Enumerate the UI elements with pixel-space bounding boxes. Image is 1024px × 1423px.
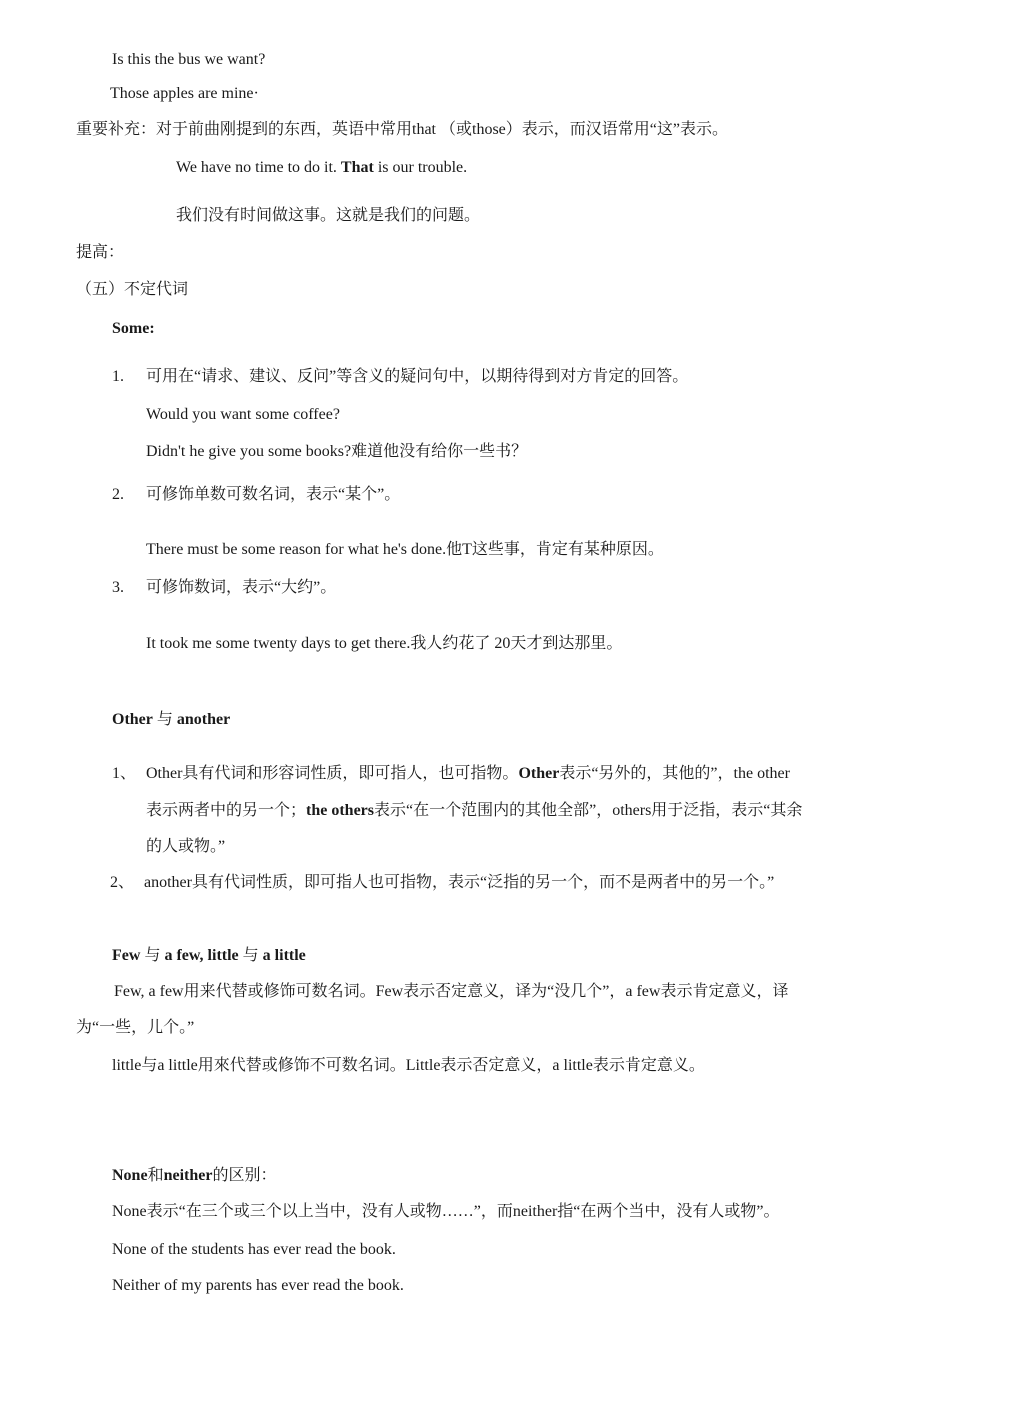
some-item-2-num: 2.	[112, 486, 124, 503]
none-heading-b: neither	[163, 1167, 213, 1184]
some-item-3-num: 3.	[112, 579, 124, 596]
other-item-1-line-3: 的人或物。”	[146, 838, 226, 855]
other-item-1-line-1	[112, 764, 790, 784]
improve-label: 提高：	[76, 244, 125, 261]
some-item-3-text: 可修饰数词，表示“大约”。	[146, 579, 337, 596]
note-example-en	[176, 158, 467, 178]
few-heading-mid-2: 与	[238, 947, 263, 964]
other-item-2	[110, 873, 774, 893]
none-line-1: None表示“在三个或三个以上当中，没有人或物……”，而neither指“在两个当中，没有人或物”。	[112, 1203, 780, 1220]
example-apples: Those apples are mine·	[110, 85, 259, 102]
few-heading-b: a few, little	[164, 947, 239, 964]
few-line-1: Few, a few用来代替或修饰可数名词。Few表示否定意义，译为“没几个”，a few表示肯定意义，译	[114, 983, 789, 1000]
some-item-3-example-1: It took me some twenty days to get there.我人约花了 20天才到达那里。	[146, 635, 623, 652]
other-item-1-line-1-b: 表示“另外的，其他的”，the other	[559, 765, 790, 782]
few-heading-a: Few	[112, 947, 141, 964]
some-item-1-example-1: Would you want some coffee?	[146, 406, 340, 423]
note-example-zh: 我们没有时间做这事。这就是我们的问题。	[176, 207, 481, 224]
few-heading	[112, 946, 306, 966]
other-heading	[112, 710, 230, 730]
few-line-2: 为“一些，儿个。”	[76, 1019, 195, 1036]
other-item-1-line-1-a: Other具有代词和形容词性质，即可指人，也可指物。	[146, 765, 519, 782]
none-heading-mid: 和	[147, 1167, 164, 1184]
some-item-3	[112, 578, 336, 598]
some-heading: Some:	[112, 320, 155, 337]
note-example-en-bold: That	[340, 159, 374, 176]
other-heading-a: Other	[112, 711, 153, 728]
none-example-2: Neither of my parents has ever read the book.	[112, 1277, 404, 1294]
other-item-2-num: 2、	[110, 874, 135, 891]
example-bus-question: Is this the bus we want?	[112, 51, 266, 68]
none-example-1: None of the students has ever read the book.	[112, 1241, 396, 1258]
some-item-1-text: 可用在“请求、建议、反问”等含义的疑问句中，以期待得到对方肯定的回答。	[146, 368, 689, 385]
other-heading-b: another	[176, 711, 231, 728]
other-item-1-num: 1、	[112, 765, 137, 782]
other-item-1-line-2	[146, 801, 802, 821]
other-item-1-line-1-bold: Other	[518, 765, 560, 782]
some-item-2-example-1: There must be some reason for what he's done.他T这些事，肯定有某种原因。	[146, 541, 664, 558]
other-item-1-line-2-b: 表示“在一个范围内的其他全部”，others用于泛指，表示“其余	[374, 802, 803, 819]
section-title: （五）不定代词	[76, 281, 189, 298]
some-item-1-example-2: Didn't he give you some books?难道他没有给你一些书？	[146, 443, 528, 460]
some-item-1-num: 1.	[112, 368, 124, 385]
some-item-2	[112, 485, 400, 505]
note-example-en-pre: We have no time to do it.	[176, 159, 341, 176]
few-line-3: little与a little用來代替或修饰不可数名词。Little表示否定意义，a little表示肯定意义。	[112, 1057, 705, 1074]
none-heading-a: None	[112, 1167, 148, 1184]
other-item-1-line-2-bold: the others	[306, 802, 374, 819]
none-heading	[112, 1166, 276, 1186]
other-heading-mid: 与	[152, 711, 177, 728]
some-item-2-text: 可修饰单数可数名词，表示“某个”。	[146, 486, 401, 503]
other-item-1-line-2-a: 表示两者中的另一个；	[146, 802, 307, 819]
few-heading-c: a little	[262, 947, 306, 964]
note-example-en-post: is our trouble.	[373, 159, 468, 176]
few-heading-mid-1: 与	[140, 947, 165, 964]
other-item-2-text: another具有代词性质，即可指人也可指物，表示“泛指的另一个，而不是两者中的另一个。”	[144, 874, 775, 891]
note-text: 重要补充：对于前曲刚提到的东西，英语中常用that （或those）表示，而汉语常用“这”表示。	[76, 121, 728, 138]
some-item-1	[112, 367, 688, 387]
none-heading-end: 的区别：	[212, 1167, 277, 1184]
